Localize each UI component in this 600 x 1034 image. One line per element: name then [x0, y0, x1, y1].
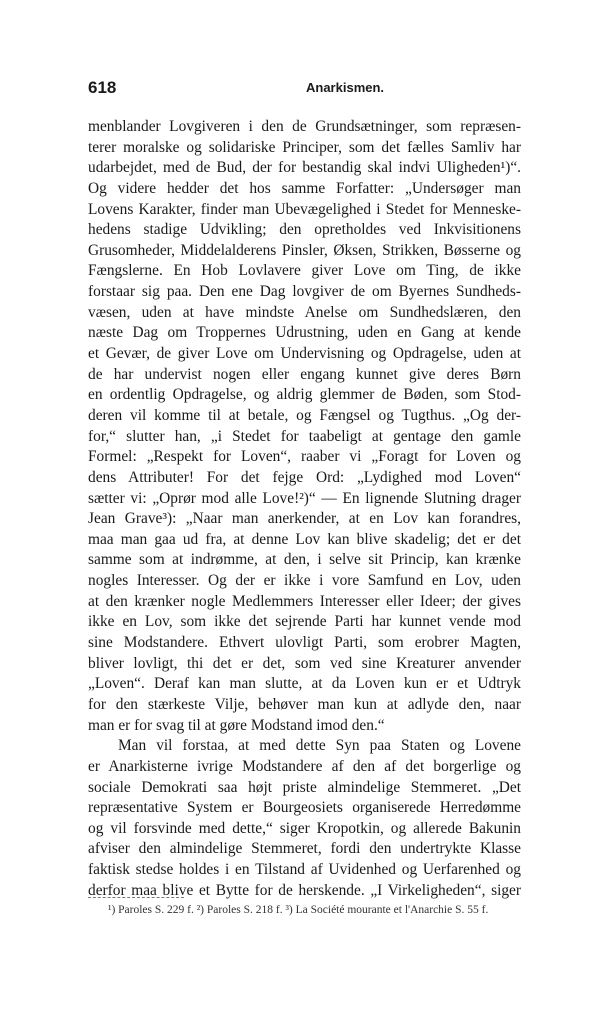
text-line: afviser den almindelige Stemmeret, fordi den undertrykte Klasse [88, 840, 521, 858]
text-line: er Anarkisterne ivrige Modstandere af den af det borgerlige og [88, 757, 521, 775]
running-title: Anarkismen. [306, 80, 385, 95]
text-line: dens Attributer! For det fejge Ord: „Lydighed mod Loven“ [88, 468, 521, 486]
text-line: væsen, uden at have mindste Anelse om Sundhedslæren, den [88, 303, 521, 321]
footnote-separator [88, 897, 184, 898]
text-line: sætter vi: „Oprør mod alle Love!²)“ — En lignende Slutning drager [88, 489, 521, 507]
text-line: menblander Lovgiveren i den de Grundsætninger, som repræsen- [88, 118, 521, 135]
text-line: udarbejdet, med de Bud, der for bestandig skal indvi Uligheden¹)“. [88, 159, 521, 177]
text-line: bliver lovligt, thi det er det, som ved sine Kreaturer anvender [88, 654, 521, 672]
text-line: at den krænker nogle Medlemmers Interesser eller Ideer; der gives [88, 592, 521, 610]
text-line: samme som at indrømme, at den, i selve sit Princip, kan krænke [88, 551, 521, 569]
text-line: Og videre hedder det hos samme Forfatter: „Undersøger man [88, 179, 521, 197]
text-line: terer moralske og solidariske Principer, som det fælles Samliv har [88, 138, 521, 156]
text-line: forstaar sig paa. Den ene Dag lovgiver de om Byernes Sundheds- [88, 283, 521, 301]
text-line: sine Modstandere. Ethvert ulovligt Parti, som erobrer Magten, [88, 634, 521, 652]
text-line: faktisk stedse holdes i en Tilstand af Uvidenhed og Uerfarenhed og [88, 861, 521, 879]
text-line: Fængslerne. En Hob Lovlavere giver Love om Ting, de ikke [88, 262, 521, 280]
text-line: en ordentlig Opdragelse, og aldrig glemmer de Bøden, som Stod- [88, 386, 521, 404]
text-line: ikke en Lov, som ikke det sejrende Parti har kunnet vende mod [88, 613, 521, 631]
text-line: Grusomheder, Middelalderens Pinsler, Øksen, Strikken, Bøsserne og [88, 241, 521, 259]
text-line: Formel: „Respekt for Loven“, raaber vi „Foragt for Loven og [88, 448, 521, 466]
text-line: sociale Demokrati saa højt priste almindelige Stemmeret. „Det [88, 778, 521, 796]
text-line: deren vil komme til at betale, og Fængsel og Tugthus. „Og der- [88, 406, 521, 424]
body-text [88, 117, 521, 901]
text-line: repræsentative System er Bourgeosiets organiserede Herredømme [88, 799, 521, 817]
text-line: man er for svag til at gøre Modstand imod den.“ [88, 716, 385, 734]
text-line: nogles Interesser. Og der er ikke i vore Samfund en Lov, uden [88, 572, 521, 590]
text-line: og vil forsvinde med dette,“ siger Kropotkin, og allerede Bakunin [88, 819, 521, 837]
text-line: hedens stadige Udvikling; den opretholdes ved Inkvisitionens [88, 221, 521, 239]
text-line: Lovens Karakter, finder man Ubevægelighed i Stedet for Menneske- [88, 200, 521, 218]
text-line: for,“ slutter han, „i Stedet for taabeligt at gentage den gamle [88, 427, 521, 445]
text-line: et Gevær, de giver Love om Undervisning og Opdragelse, uden at [88, 345, 521, 363]
text-line: derfor maa blive et Bytte for de herskende. „I Virkeligheden“, siger [88, 881, 521, 899]
text-line: de har undervist nogen eller engang kunnet give deres Børn [88, 365, 521, 383]
paragraph-start-line: Man vil forstaa, at med dette Syn paa Staten og Lovene [118, 737, 521, 755]
footnotes: ¹) Paroles S. 229 f. ²) Paroles S. 218 f. ³) La Société mourante et l'Anarchie S. 55 f. [108, 904, 489, 916]
page-header [88, 78, 520, 100]
text-line: „Loven“. Deraf kan man slutte, at da Loven kun er et Udtryk [88, 675, 521, 693]
text-line: næste Dag om Troppernes Udrustning, uden en Gang at kende [88, 324, 521, 342]
page-number: 618 [88, 78, 117, 97]
text-line: for den stærkeste Vilje, behøver man kun at adlyde den, naar [88, 695, 521, 713]
text-line: maa man gaa ud fra, at denne Lov kan blive skadelig; det er det [88, 530, 521, 548]
text-line: Jean Grave³): „Naar man anerkender, at en Lov kan forandres, [88, 510, 521, 528]
